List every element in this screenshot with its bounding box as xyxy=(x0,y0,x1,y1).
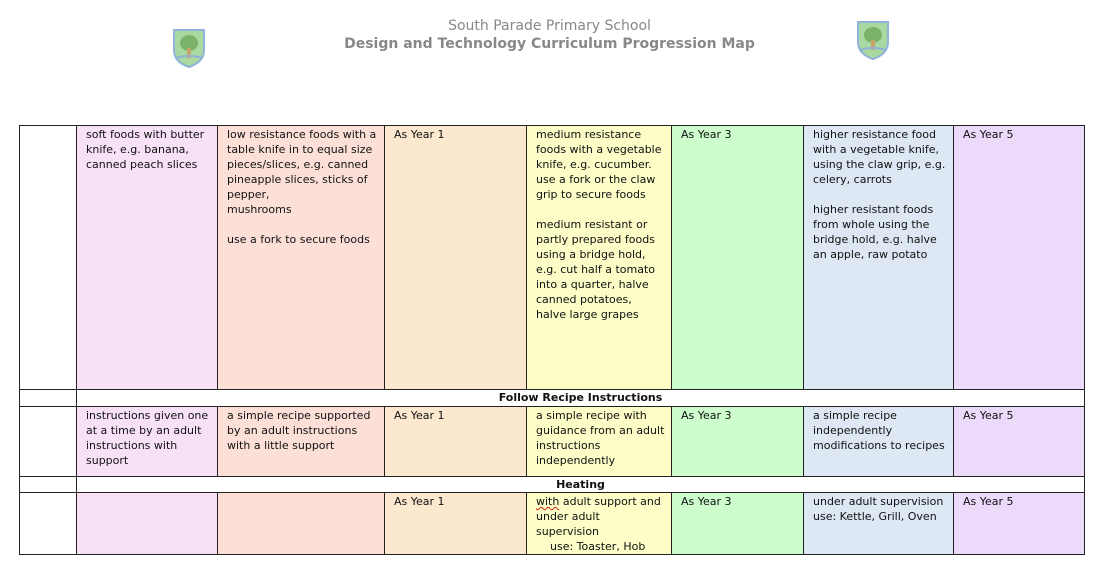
cell-col6: As Year 3 xyxy=(672,407,804,477)
spellcheck-word: with xyxy=(536,495,560,508)
cell-col8: As Year 5 xyxy=(954,493,1085,555)
cell-col3: low resistance foods with a table knife in to equal size pieces/slices, e.g. canned pineapple slices, sticks of pepper, mushrooms use a fork to secure foods xyxy=(218,126,385,390)
cell-col2 xyxy=(77,493,218,555)
cell-col4: As Year 1 xyxy=(385,407,527,477)
cell-col6: As Year 3 xyxy=(672,126,804,390)
progression-table xyxy=(19,125,1085,555)
cell-col3 xyxy=(218,493,385,555)
row-label-cell xyxy=(20,407,77,477)
row-label-cell xyxy=(20,493,77,555)
cell-col5: medium resistance foods with a vegetable knife, e.g. cucumber. use a fork or the claw grip to secure foods medium resistant or partly prepared foods using a bridge hold, e.g. cut half a tomato into a quarter, halve canned potatoes, halve large grapes xyxy=(527,126,672,390)
cell-col7: under adult supervision use: Kettle, Grill, Oven xyxy=(804,493,954,555)
row-label-cell xyxy=(20,477,77,493)
school-crest-icon xyxy=(172,28,206,68)
cell-col4: As Year 1 xyxy=(385,493,527,555)
heating-row xyxy=(20,493,1085,555)
page-title: Design and Technology Curriculum Progression Map xyxy=(344,36,755,52)
school-name: South Parade Primary School xyxy=(448,18,651,34)
cell-col3: a simple recipe supported by an adult instructions with a little support xyxy=(218,407,385,477)
section-row-recipe xyxy=(20,390,1085,407)
row-label-cell xyxy=(20,390,77,407)
cell-col8: As Year 5 xyxy=(954,126,1085,390)
section-title-heating: Heating xyxy=(77,477,1085,493)
cell-col8: As Year 5 xyxy=(954,407,1085,477)
section-title-recipe: Follow Recipe Instructions xyxy=(77,390,1085,407)
cell-col7: higher resistance food with a vegetable knife, using the claw grip, e.g. celery, carrots higher resistant foods from whole using the bridge hold, e.g. halve an apple, raw potato xyxy=(804,126,954,390)
row-label-cell xyxy=(20,126,77,390)
cutting-row xyxy=(20,126,1085,390)
recipe-row xyxy=(20,407,1085,477)
cell-col2: soft foods with butter knife, e.g. banana, canned peach slices xyxy=(77,126,218,390)
cell-col4: As Year 1 xyxy=(385,126,527,390)
school-crest-icon xyxy=(856,20,890,60)
cell-col5: a simple recipe with guidance from an adult instructions independently xyxy=(527,407,672,477)
cell-col6: As Year 3 xyxy=(672,493,804,555)
cell-col7: a simple recipe independently modifications to recipes xyxy=(804,407,954,477)
cell-col5: with adult support and under adult supervision use: Toaster, Hob xyxy=(527,493,672,555)
section-row-heating xyxy=(20,477,1085,493)
cell-col2: instructions given one at a time by an adult instructions with support xyxy=(77,407,218,477)
